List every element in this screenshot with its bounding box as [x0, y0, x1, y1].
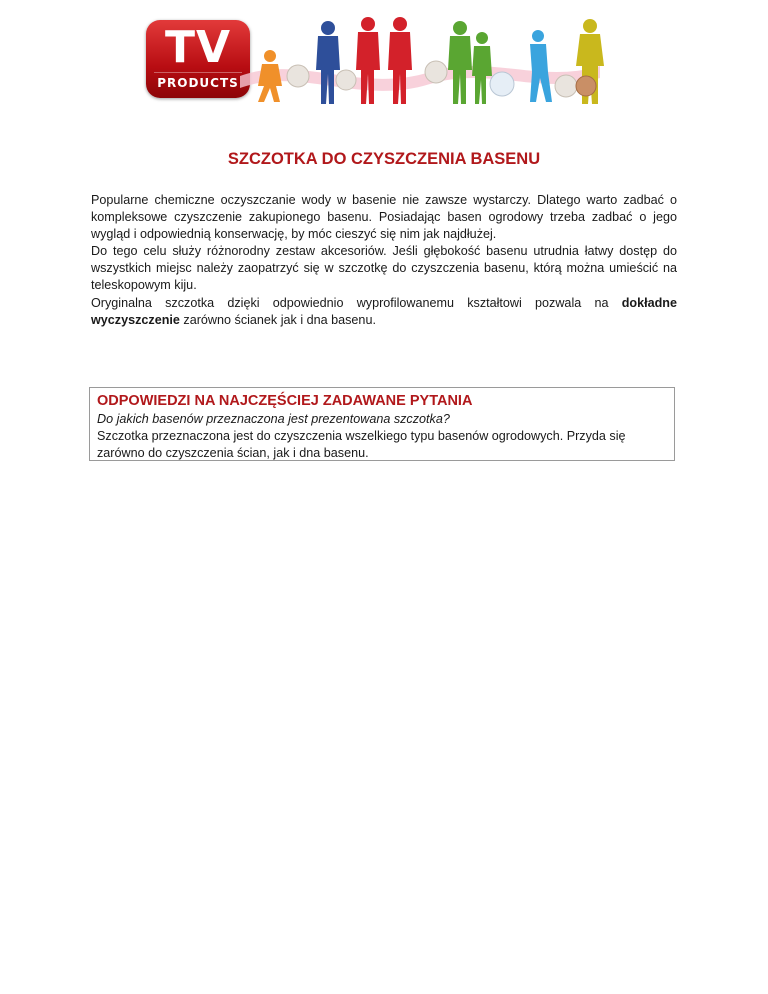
header-banner: [140, 14, 610, 106]
paragraph-3-bold: dokładne wyczyszczenie: [91, 295, 677, 327]
product-bubble-icon: [425, 61, 447, 83]
document-title: SZCZOTKA DO CZYSZCZENIA BASENU: [227, 150, 541, 168]
product-bubble-icon: [490, 72, 514, 96]
light-blue-figure-icon: [530, 30, 552, 102]
paragraph-2: Do tego celu służy różnorodny zestaw akcesoriów. Jeśli głębokość basenu utrudnia łatwy dostęp do wszystkich miejsc należy zaopatrzyć się w szczotkę do czyszczenia basenu, którą można umieścić na teleskopowym kiju.: [91, 244, 677, 293]
red-figures-icon: [356, 17, 412, 104]
faq-answer: Szczotka przeznaczona jest do czyszczenia wszelkiego typu basenów ogrodowych. Przyda się zarówno do czyszczenia ścian, jak i dna basenu.: [97, 429, 626, 460]
blue-figure-icon: [316, 21, 340, 104]
product-bubble-icon: [336, 70, 356, 90]
paragraph-3: [91, 295, 677, 329]
logo-tv-text: TV: [164, 22, 232, 73]
document-body: [91, 192, 677, 329]
green-figures-icon: [448, 21, 492, 104]
product-bubble-icon: [576, 76, 596, 96]
faq-heading: ODPOWIEDZI NA NAJCZĘŚCIEJ ZADAWANE PYTANIA: [97, 393, 473, 409]
orange-figure-icon: [258, 50, 282, 102]
banner-people-illustration: [240, 14, 610, 106]
logo-products-text: PRODUCTS: [154, 72, 242, 90]
faq-question: Do jakich basenów przeznaczona jest prezentowana szczotka?: [97, 412, 450, 426]
tv-products-logo: [146, 20, 250, 98]
product-bubble-icon: [287, 65, 309, 87]
faq-box: [89, 387, 675, 461]
paragraph-1: Popularne chemiczne oczyszczanie wody w basenie nie zawsze wystarczy. Dlatego warto zadbać o kompleksowe czyszczenie zakupionego basenu. Posiadając basen ogrodowy trzeba zadbać o jego wygląd i odpowiednią konserwację, by móc cieszyć się nim jak najdłużej.: [91, 193, 677, 242]
paragraph-3-end: zarówno ścianek jak i dna basenu.: [179, 312, 376, 327]
paragraph-3-start: Oryginalna szczotka dzięki odpowiednio wyprofilowanemu kształtowi pozwala na: [91, 295, 622, 310]
product-bubble-icon: [555, 75, 577, 97]
